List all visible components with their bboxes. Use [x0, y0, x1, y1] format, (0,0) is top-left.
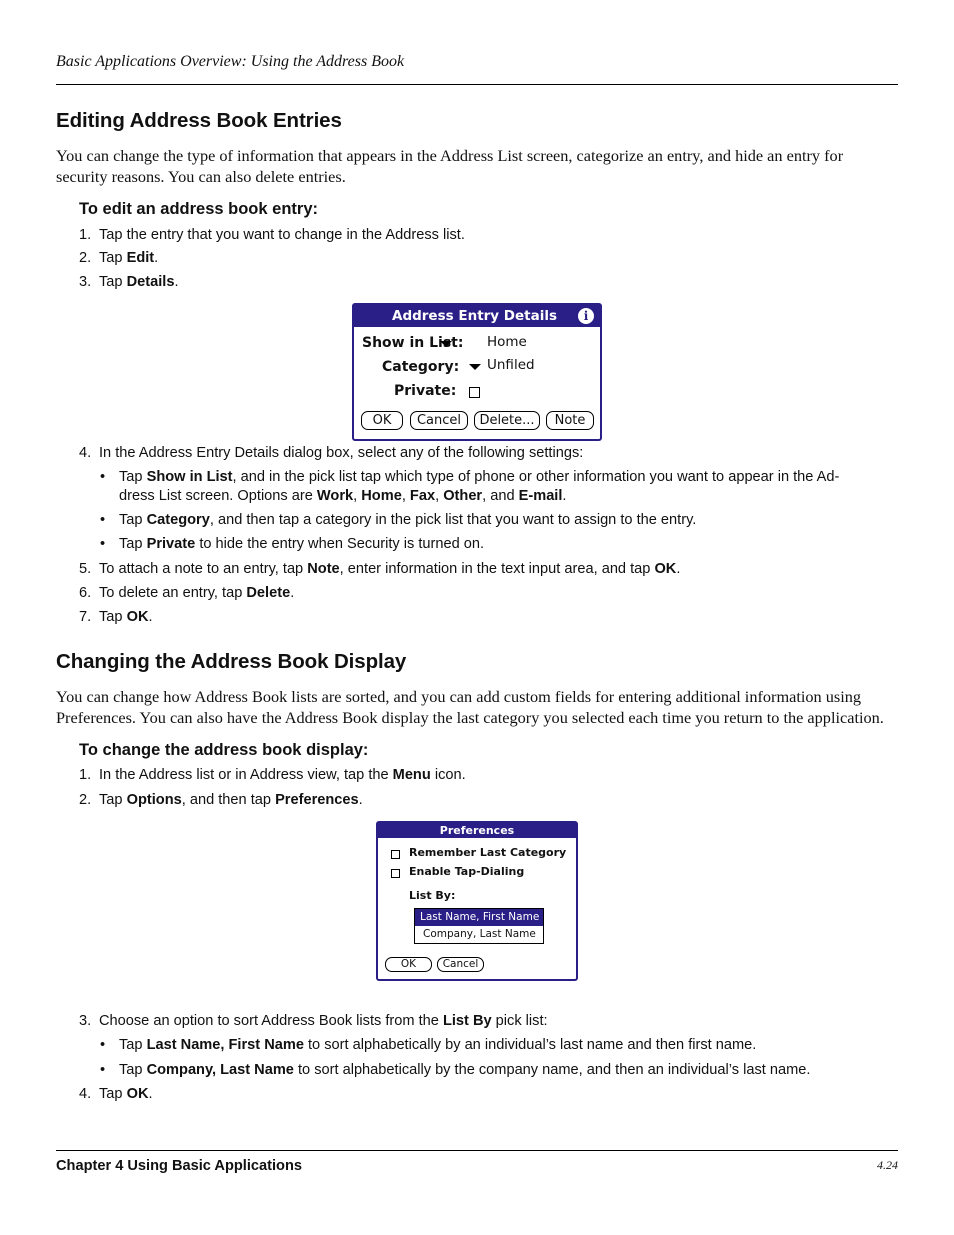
step-text: To delete an entry, tap — [99, 585, 247, 601]
picklist-option[interactable]: Company, Last Name — [423, 928, 536, 940]
step-text: . — [148, 609, 153, 625]
bullet-text: to sort alphabetically by an individual’s last name and then first name. — [303, 1037, 757, 1053]
bullet-text: Tap — [119, 536, 147, 552]
dialog-title: Preferences — [439, 824, 515, 837]
private-checkbox[interactable] — [469, 387, 480, 398]
list-by-label: List By: — [409, 889, 456, 902]
section2-intro — [56, 686, 898, 728]
step-number: 4. — [79, 445, 92, 461]
step-item — [79, 608, 153, 627]
step-item — [79, 444, 583, 463]
dialog-title-bar — [378, 823, 576, 838]
enable-tap-dialing-checkbox[interactable] — [391, 869, 400, 878]
step-bold: Menu — [392, 767, 431, 783]
step-bold: List By — [442, 1013, 492, 1029]
step-number: 2. — [79, 250, 92, 266]
step-text: Tap — [99, 1086, 127, 1102]
step-item — [79, 766, 466, 785]
show-in-list-value[interactable]: Home — [487, 334, 527, 350]
step-item — [79, 791, 363, 810]
bullet-text: , — [353, 488, 362, 504]
chevron-down-icon[interactable] — [469, 364, 481, 370]
bullet-bold: Fax — [409, 488, 436, 504]
step-bold: OK — [126, 609, 149, 625]
step-text: pick list: — [491, 1013, 548, 1029]
step-number: 2. — [79, 792, 92, 808]
step-text: Tap the entry that you want to change in the Address list. — [99, 227, 465, 243]
step-number: 3. — [79, 274, 92, 290]
step-item — [79, 1085, 153, 1104]
step-bold: OK — [654, 561, 677, 577]
dialog-title-bar — [354, 305, 600, 327]
footer-rule — [56, 1150, 898, 1151]
bullet-text: Tap — [119, 469, 147, 485]
step-item — [79, 273, 179, 292]
step-text: icon. — [430, 767, 466, 783]
address-entry-details-dialog — [352, 303, 602, 441]
bullet-text: . — [562, 488, 567, 504]
step-text: In the Address list or in Address view, tap the — [99, 767, 393, 783]
step-text: Tap — [99, 250, 127, 266]
step-text: . — [174, 274, 179, 290]
bullet-item — [100, 535, 485, 554]
category-value[interactable]: Unfiled — [487, 357, 535, 373]
bullet-text: Tap — [119, 1062, 147, 1078]
info-icon[interactable]: i — [578, 308, 594, 324]
bullet-bold: Work — [316, 488, 354, 504]
bullet-dot: • — [100, 469, 106, 485]
step-bold: Preferences — [275, 792, 359, 808]
list-by-picklist — [414, 908, 544, 944]
step-text: , and then tap — [181, 792, 276, 808]
bullet-item — [100, 1036, 757, 1055]
section-heading-display: Changing the Address Book Display — [56, 650, 407, 673]
step-text: Choose an option to sort Address Book lists from the — [99, 1013, 443, 1029]
page-number: 4.24 — [877, 1158, 898, 1172]
preferences-dialog — [376, 821, 578, 981]
bullet-text: to hide the entry when Security is turned on. — [195, 536, 485, 552]
ok-button[interactable]: OK — [361, 411, 403, 430]
delete-button[interactable]: Delete... — [474, 411, 540, 430]
section1-intro — [56, 145, 898, 187]
step-text: . — [154, 250, 159, 266]
bullet-text: , — [401, 488, 410, 504]
step-item — [79, 249, 158, 268]
dialog-title: Address Entry Details — [392, 308, 558, 324]
bullet-text: Tap — [119, 512, 147, 528]
step-bold: Options — [126, 792, 182, 808]
step-bold: Details — [126, 274, 175, 290]
category-label: Category: — [382, 359, 460, 375]
bullet-item — [100, 468, 898, 506]
footer-chapter: Chapter 4 Using Basic Applications — [56, 1158, 302, 1174]
chevron-down-icon[interactable] — [440, 341, 452, 347]
section1-intro-line2: security reasons. You can also delete entries. — [56, 167, 346, 186]
bullet-line — [119, 487, 898, 506]
bullet-text: , and — [482, 488, 519, 504]
step-bold: Note — [307, 561, 340, 577]
bullet-text: , and then tap a category in the pick list that you want to assign to the entry. — [209, 512, 697, 528]
bullet-dot: • — [100, 1062, 106, 1078]
step-text: . — [676, 561, 681, 577]
show-in-list-label: Show in List: — [362, 335, 464, 351]
step-text: To attach a note to an entry, tap — [99, 561, 308, 577]
header-rule — [56, 84, 898, 85]
bullet-dot: • — [100, 1037, 106, 1053]
bullet-text: , and in the pick list tap which type of phone or other information you want to appear in the Ad- — [232, 469, 840, 485]
section-heading-editing: Editing Address Book Entries — [56, 109, 342, 132]
section1-intro-line1: You can change the type of information that appears in the Address List screen, categorize an entry, and hide an entry for — [56, 146, 844, 165]
step-number: 6. — [79, 585, 92, 601]
step-number: 1. — [79, 767, 92, 783]
bullet-text: dress List screen. Options are — [119, 488, 317, 504]
bullet-bold: Home — [361, 488, 402, 504]
step-number: 3. — [79, 1013, 92, 1029]
bullet-bold: Category — [146, 512, 210, 528]
subheading-edit-entry: To edit an address book entry: — [79, 200, 318, 218]
bullet-bold: Last Name, First Name — [146, 1037, 304, 1053]
ok-button[interactable]: OK — [385, 957, 432, 972]
bullet-item — [100, 511, 697, 530]
step-item — [79, 1012, 548, 1031]
bullet-line — [119, 468, 898, 487]
section2-intro-line1: You can change how Address Book lists are sorted, and you can add custom fields for entering additional information using — [56, 687, 862, 706]
step-item — [79, 226, 465, 245]
bullet-item — [100, 1061, 811, 1080]
bullet-text: , — [435, 488, 444, 504]
bullet-bold: Company, Last Name — [146, 1062, 294, 1078]
subheading-change-display: To change the address book display: — [79, 741, 369, 759]
bullet-bold: E-mail — [518, 488, 563, 504]
bullet-dot: • — [100, 512, 106, 528]
step-text: In the Address Entry Details dialog box, select any of the following settings: — [99, 445, 584, 461]
cancel-button[interactable]: Cancel — [437, 957, 484, 972]
running-header: Basic Applications Overview: Using the Address Book — [56, 53, 405, 70]
bullet-bold: Private — [146, 536, 196, 552]
note-button[interactable]: Note — [546, 411, 594, 430]
step-text: . — [358, 792, 363, 808]
remember-last-category-label: Remember Last Category — [409, 846, 567, 859]
picklist-option-selected[interactable]: Last Name, First Name — [415, 909, 543, 926]
enable-tap-dialing-label: Enable Tap-Dialing — [409, 865, 525, 878]
step-text: Tap — [99, 792, 127, 808]
step-bold: Delete — [246, 585, 291, 601]
step-number: 7. — [79, 609, 92, 625]
step-text: , enter information in the text input area, and tap — [339, 561, 655, 577]
step-bold: OK — [126, 1086, 149, 1102]
cancel-button[interactable]: Cancel — [410, 411, 468, 430]
section2-intro-line2: Preferences. You can also have the Address Book display the last category you selected each time you return to the application. — [56, 708, 884, 727]
step-item — [79, 560, 680, 579]
step-text: . — [290, 585, 295, 601]
step-number: 4. — [79, 1086, 92, 1102]
bullet-dot: • — [100, 536, 106, 552]
bullet-text: to sort alphabetically by the company name, and then an individual’s last name. — [293, 1062, 811, 1078]
step-text: Tap — [99, 609, 127, 625]
bullet-text: Tap — [119, 1037, 147, 1053]
step-item — [79, 584, 294, 603]
step-text: Tap — [99, 274, 127, 290]
bullet-bold: Other — [443, 488, 483, 504]
step-text: . — [148, 1086, 153, 1102]
step-number: 5. — [79, 561, 92, 577]
step-number: 1. — [79, 227, 92, 243]
bullet-bold: Show in List — [146, 469, 233, 485]
remember-last-category-checkbox[interactable] — [391, 850, 400, 859]
private-label: Private: — [394, 383, 457, 399]
step-bold: Edit — [126, 250, 155, 266]
